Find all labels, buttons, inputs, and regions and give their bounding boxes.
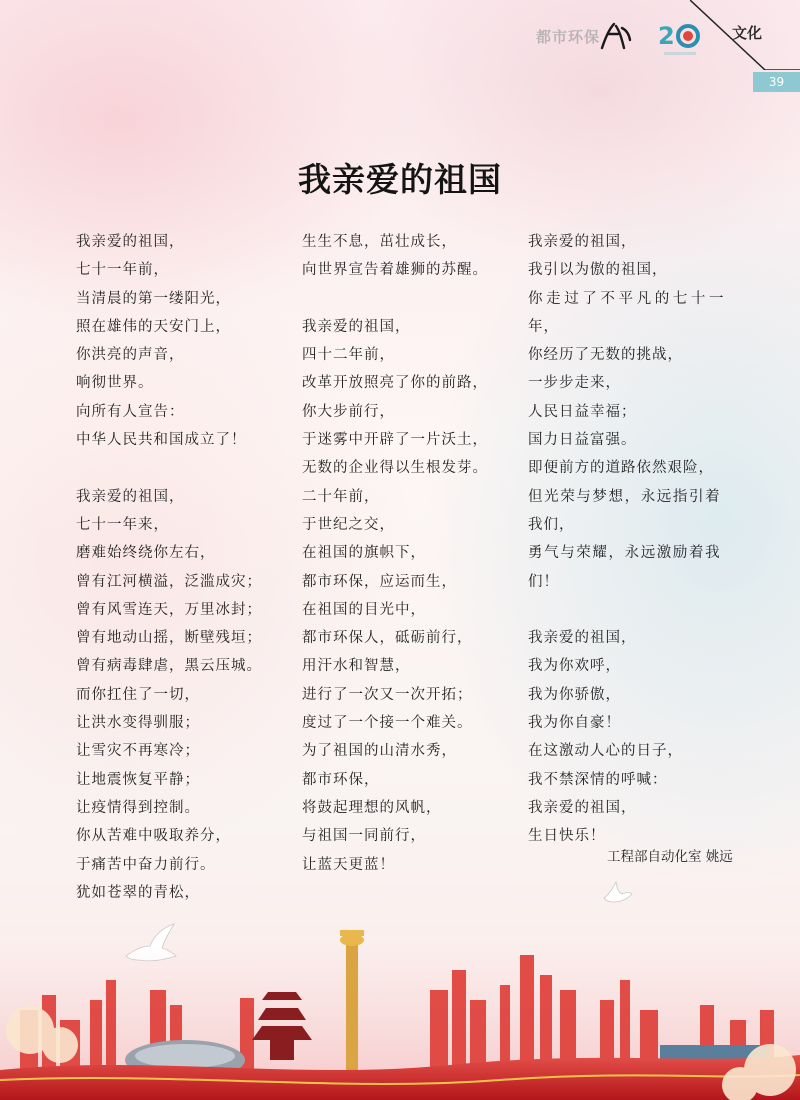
poem-line: 即便前方的道路依然艰险， (528, 460, 714, 477)
poem-line: 将鼓起理想的风帆， (302, 799, 442, 816)
svg-text:2: 2 (658, 22, 675, 50)
brand-logo-icon (598, 18, 634, 54)
poem-line: 让蓝天更蓝！ (302, 856, 395, 873)
poem-line: 我亲爱的祖国， (76, 234, 185, 250)
poem-line: 让雪灾不再寒冷； (76, 743, 200, 760)
poem-line: 犹如苍翠的青松， (76, 884, 200, 901)
poem-line: 生日快乐！ (528, 828, 606, 845)
poem-line: 你洪亮的声音， (76, 347, 185, 364)
poem-line: 磨难始终绕你左右， (76, 545, 216, 562)
poem-line: 我亲爱的祖国， (528, 799, 637, 816)
poem-line: 你经历了无数的挑战， (528, 347, 683, 364)
poem-line: 我为你自豪！ (528, 715, 621, 732)
poem-line: 曾有病毒肆虐，黑云压城。 (76, 658, 262, 675)
poem-line: 当清晨的第一缕阳光， (76, 290, 231, 307)
poem-line: 曾有风雪连天，万里冰封； (76, 601, 262, 618)
poem-line: 在这激动人心的日子， (528, 743, 683, 760)
poem-line: 但光荣与梦想，永远指引着 (528, 488, 722, 505)
page-header (0, 0, 800, 95)
poem-line: 我亲爱的祖国， (76, 488, 185, 505)
poem-column-2 (302, 228, 512, 879)
20th-anniversary-logo-icon (656, 16, 704, 60)
poem-line: 于痛苦中奋力前行。 (76, 856, 216, 873)
poem-line: 七十一年前， (76, 262, 169, 279)
poem-line: 二十年前， (302, 488, 380, 505)
poem-line: 改革开放照亮了你的前路， (302, 375, 488, 392)
article-title: 我亲爱的祖国 (298, 160, 502, 199)
poem-line: 你从苦难中吸取养分， (76, 828, 231, 845)
poem-line: 用汗水和智慧， (302, 658, 411, 675)
poem-line: 我引以为傲的祖国， (528, 262, 668, 279)
poem-column-3 (528, 228, 733, 851)
poem-line: 我们， (528, 516, 575, 533)
poem-line: 曾有江河横溢，泛滥成灾； (76, 573, 262, 590)
poem-line: 向所有人宣告： (76, 403, 185, 420)
poem-line (76, 454, 286, 482)
poem-line: 年， (528, 318, 559, 335)
poem-line: 生生不息，茁壮成长， (302, 234, 457, 250)
city-skyline-illustration (0, 880, 800, 1100)
poem-line: 于迷雾中开辟了一片沃土， (302, 432, 488, 449)
poem-line: 为了祖国的山清水秀， (302, 743, 457, 760)
poem-line: 我为你欢呼， (528, 658, 621, 675)
poem-line: 七十一年来， (76, 516, 169, 533)
poem-line: 让疫情得到控制。 (76, 799, 200, 816)
poem-line: 中华人民共和国成立了！ (76, 432, 247, 449)
poem-line: 响彻世界。 (76, 375, 154, 392)
poem-line: 我不禁深情的呼喊： (528, 771, 668, 788)
poem-line: 照在雄伟的天安门上， (76, 318, 231, 335)
page-number: 39 (753, 72, 800, 92)
poem-line: 度过了一个接一个难关。 (302, 715, 473, 732)
poem-line: 你走过了不平凡的七十一 (528, 290, 728, 307)
section-label: 文化 (732, 24, 763, 42)
poem-line: 我亲爱的祖国， (528, 630, 637, 647)
poem-line: 与祖国一同前行， (302, 828, 426, 845)
poem-line: 向世界宣告着雄狮的苏醒。 (302, 262, 488, 279)
poem-line: 都市环保， (302, 771, 380, 788)
poem-line: 在祖国的旗帜下， (302, 545, 426, 562)
poem-line: 们！ (528, 573, 559, 590)
poem-line: 让地震恢复平静； (76, 771, 200, 788)
poem-line: 让洪水变得驯服； (76, 715, 200, 732)
author-credit: 工程部自动化室 姚远 (607, 849, 733, 865)
poem-line: 我为你骄傲， (528, 686, 621, 703)
poem-line: 都市环保人，砥砺前行， (302, 630, 473, 647)
poem-line: 我亲爱的祖国， (528, 234, 637, 250)
poem-line: 勇气与荣耀，永远激励着我 (528, 545, 722, 562)
poem-line: 都市环保，应运而生， (302, 573, 457, 590)
poem-line (302, 285, 512, 313)
poem-line: 国力日益富强。 (528, 432, 637, 449)
poem-line: 四十二年前， (302, 347, 395, 364)
poem-column-1 (76, 228, 286, 907)
poem-line: 你大步前行， (302, 403, 395, 420)
poem-line: 曾有地动山摇，断壁残垣； (76, 630, 262, 647)
poem-line: 一步步走来， (528, 375, 621, 392)
poem-line: 于世纪之交， (302, 516, 395, 533)
poem-line (528, 596, 733, 624)
poem-line: 无数的企业得以生根发芽。 (302, 460, 488, 477)
brand-name: 都市环保 (536, 28, 601, 46)
poem-line: 我亲爱的祖国， (302, 318, 411, 335)
poem-line: 人民日益幸福； (528, 403, 637, 420)
poem-line: 而你扛住了一切， (76, 686, 200, 703)
poem-line: 进行了一次又一次开拓； (302, 686, 473, 703)
poem-line: 在祖国的目光中， (302, 601, 426, 618)
